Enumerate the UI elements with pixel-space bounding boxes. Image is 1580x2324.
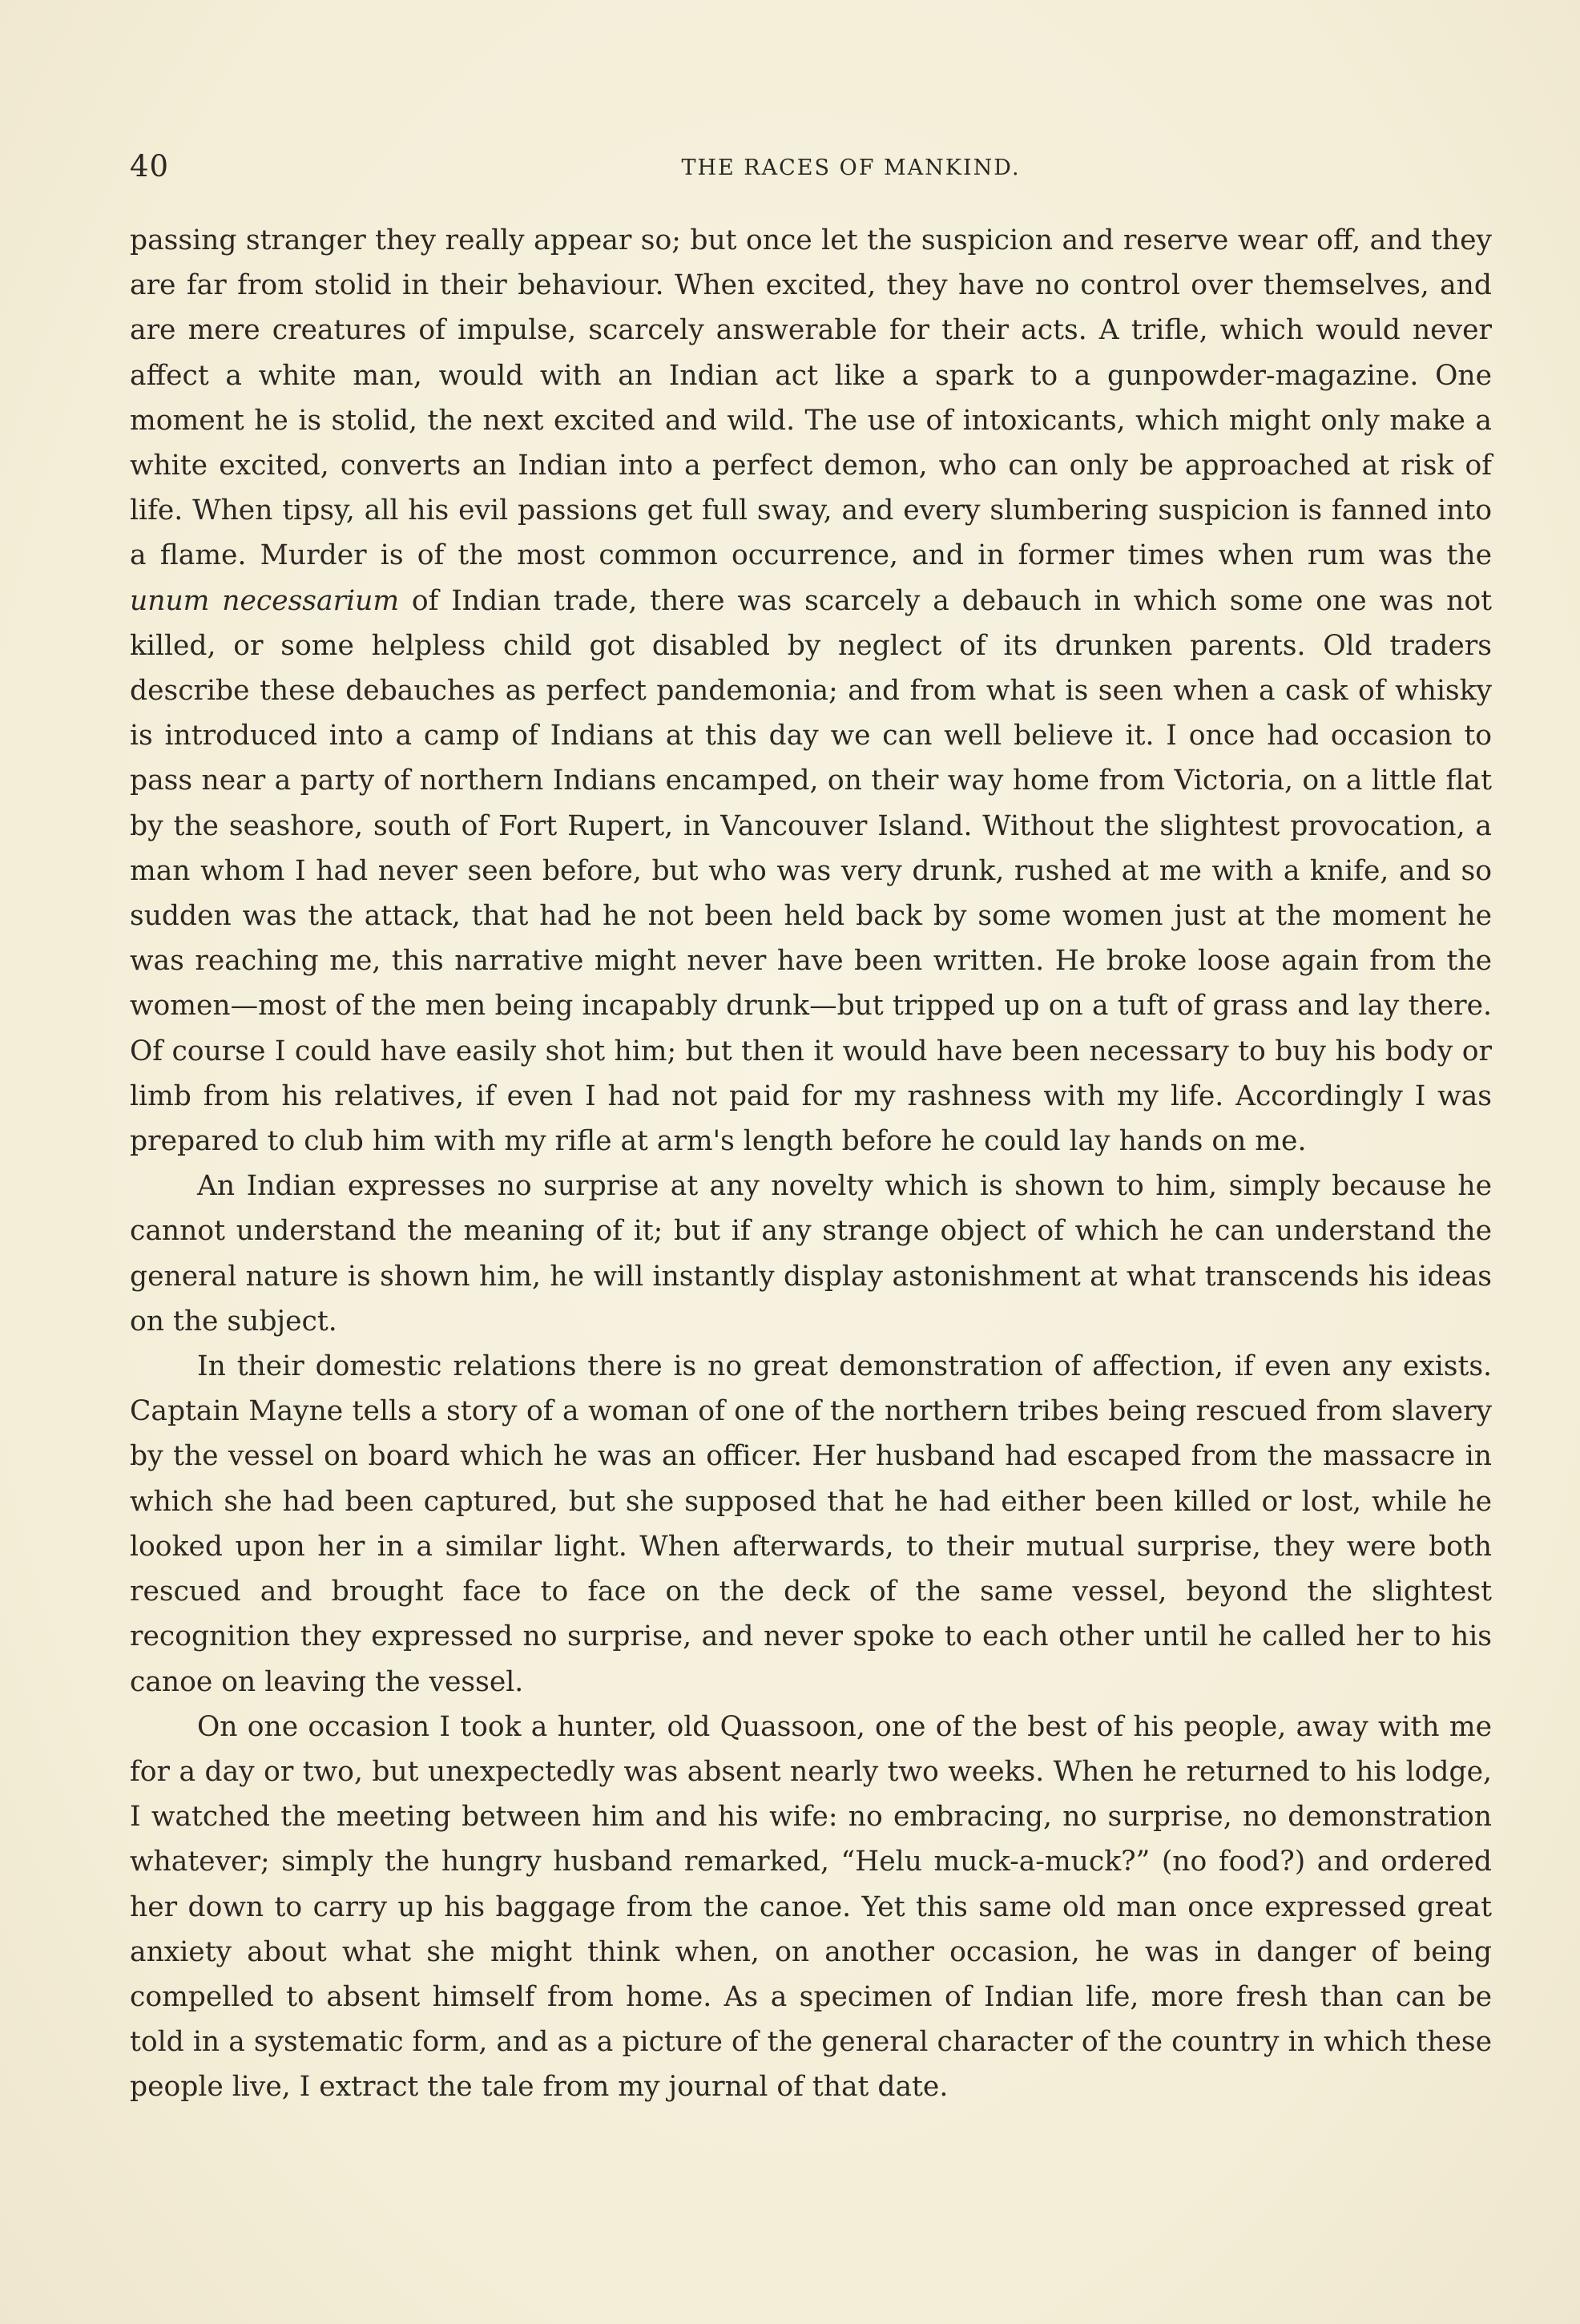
paragraph: An Indian expresses no surprise at any novelty which is shown to him, simply because he cannot understand the meaning of it; but if any strange object of which he can understand the general nature is shown him, he will instantly display astonishment at what transcends his ideas on the subject. <box>130 1170 1492 1338</box>
paragraph: In their domestic relations there is no great demonstration of affection, if even any exists. Captain Mayne tells a story of a woman of one of the northern tribes being rescued from slavery by the vessel on board which he was an officer. Her husband had escaped from the massacre in which she had been captured, but she supposed that he had either been killed or lost, while he looked upon her in a similar light. When afterwards, to their mutual surprise, they were both rescued and brought face to face on the deck of the same vessel, beyond the slightest recognition they expressed no surprise, and never spoke to each other until he called her to his canoe on leaving the vessel. <box>130 1350 1492 1698</box>
paragraph-text: of Indian trade, there was scarcely a debauch in which some one was not killed, or some helpless child got disabled by neglect of its drunken parents. Old traders describe these debauches as perfect pandemonia; and from what is seen when a cask of whisky is introduced into a camp of Indians at this day we can well believe it. I once had occasion to pass near a party of northern Indians encamped, on their way home from Victoria, on a little flat by the seashore, south of Fort Rupert, in Vancouver Island. Without the slightest provocation, a man whom I had never seen before, but who was very drunk, rushed at me with a knife, and so sudden was the attack, that had he not been held back by some women just at the moment he was reaching me, this narrative might never have been written. He broke loose again from the women—most of the men being incapably drunk—but tripped up on a tuft of grass and lay there. Of course I could have easily shot him; but then it would have been necessary to buy his body or limb from his relatives, if even I had not paid for my rashness with my life. Accordingly I was prepared to club him with my rifle at arm's length before he could lay hands on me. <box>130 584 1492 1158</box>
running-title: THE RACES OF MANKIND. <box>681 155 1021 180</box>
body-text <box>130 218 1492 2110</box>
paragraph-text: passing stranger they really appear so; but once let the suspicion and reserve wear off, and they are far from stolid in their behaviour. When excited, they have no control over themselves, and are mere creatures of impulse, scarcely answerable for their acts. A trifle, which would never affect a white man, would with an Indian act like a spark to a gunpowder-magazine. One moment he is stolid, the next excited and wild. The use of intoxicants, which might only make a white excited, converts an Indian into a perfect demon, who can only be approached at risk of life. When tipsy, all his evil passions get full sway, and every slumbering suspicion is fanned into a flame. Murder is of the most common occurrence, and in former times when rum was the <box>130 224 1492 572</box>
italic-phrase: unum necessarium <box>130 584 400 617</box>
page-number: 40 <box>130 149 170 184</box>
paragraph <box>130 218 1492 1164</box>
paragraph: On one occasion I took a hunter, old Quassoon, one of the best of his people, away with me for a day or two, but unexpectedly was absent nearly two weeks. When he returned to his lodge, I watched the meeting between him and his wife: no embracing, no surprise, no demonstration whatever; simply the hungry husband remarked, “Helu muck-a-muck?” (no food?) and ordered her down to carry up his baggage from the canoe. Yet this same old man once expressed great anxiety about what she might think when, on another occasion, he was in danger of being compelled to absent himself from home. As a specimen of Indian life, more fresh than can be told in a systematic form, and as a picture of the general character of the country in which these people live, I extract the tale from my journal of that date. <box>130 1710 1492 2104</box>
page-header <box>130 149 1492 188</box>
